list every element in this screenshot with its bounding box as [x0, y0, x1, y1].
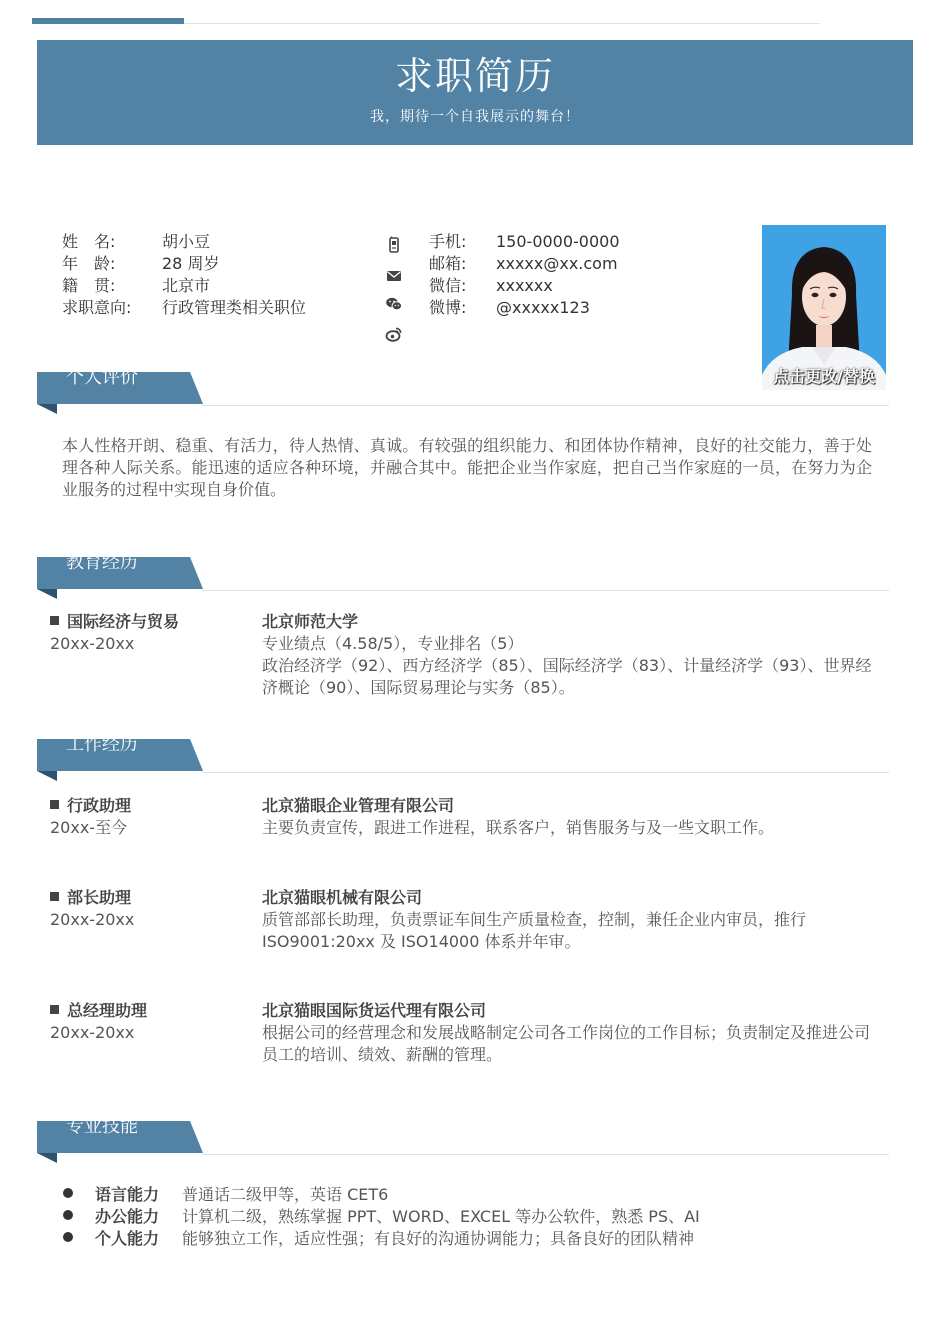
section-divider	[202, 1154, 889, 1155]
work-position	[50, 795, 131, 817]
section-header-profile	[37, 367, 889, 414]
work-company: 北京猫眼国际货运代理有限公司	[262, 1001, 487, 1020]
skill-desc: 计算机二级，熟练掌握 PPT、WORD、EXCEL 等办公软件，熟悉 PS、AI	[182, 1207, 700, 1226]
work-company: 北京猫眼机械有限公司	[262, 888, 423, 907]
contact-label: 微信:	[429, 276, 467, 295]
contact-value[interactable]: xxxxx@xx.com	[496, 254, 618, 273]
page-subtitle: 我，期待一个自我展示的舞台！	[370, 109, 580, 125]
mail-icon	[385, 267, 403, 285]
contact-value[interactable]: 150-0000-0000	[496, 232, 620, 251]
info-age	[62, 253, 219, 275]
bullet-square	[50, 800, 59, 809]
top-divider	[184, 23, 820, 24]
skill-name: 个人能力	[95, 1229, 160, 1248]
work-description: 质管部部长助理，负责票证车间生产质量检查，控制，兼任企业内审员，推行ISO9001:20xx 及 ISO14000 体系并年审。	[262, 910, 807, 951]
work-position	[50, 1000, 147, 1022]
section-tab	[37, 734, 203, 771]
info-value[interactable]: 28 周岁	[162, 254, 220, 273]
info-value[interactable]: 胡小豆	[162, 232, 211, 251]
education-detail-gpa: 专业绩点（4.58/5），专业排名（5）	[262, 634, 524, 653]
contact-label: 微博:	[429, 298, 467, 317]
bullet-dot	[63, 1232, 73, 1242]
section-title: 专业技能	[66, 1116, 138, 1137]
phone-icon	[385, 236, 403, 254]
section-tab	[37, 1116, 203, 1153]
education-date: 20xx-20xx	[50, 634, 135, 653]
work-date: 20xx-20xx	[50, 910, 135, 929]
bullet-dot	[63, 1188, 73, 1198]
work-company: 北京猫眼企业管理有限公司	[262, 796, 455, 815]
bullet-square	[50, 616, 59, 625]
contact-email	[429, 253, 618, 275]
info-objective	[62, 297, 306, 319]
contact-value[interactable]: @xxxxx123	[496, 298, 590, 317]
skill-name: 语言能力	[95, 1185, 160, 1204]
info-label: 籍 贯:	[62, 276, 116, 295]
work-date: 20xx-20xx	[50, 1023, 135, 1042]
skill-item	[63, 1228, 694, 1250]
education-major-text: 国际经济与贸易	[67, 612, 180, 631]
weibo-icon	[385, 325, 403, 343]
info-value[interactable]: 行政管理类相关职位	[162, 298, 307, 317]
skill-item	[63, 1184, 388, 1206]
skill-desc: 能够独立工作，适应性强；有良好的沟通协调能力；具备良好的团队精神	[182, 1229, 695, 1248]
top-accent-tab	[32, 18, 184, 24]
work-position-text: 部长助理	[67, 888, 132, 907]
skill-item	[63, 1206, 700, 1228]
work-position	[50, 887, 131, 909]
skill-name: 办公能力	[95, 1207, 160, 1226]
contact-weibo	[429, 297, 590, 319]
bullet-square	[50, 1005, 59, 1014]
section-header-work	[37, 734, 889, 781]
info-label: 求职意向:	[62, 298, 132, 317]
skill-desc: 普通话二级甲等，英语 CET6	[182, 1185, 389, 1204]
photo-replace-caption[interactable]: 点击更改/替换	[773, 367, 875, 386]
page-title: 求职简历	[394, 54, 555, 98]
work-date: 20xx-至今	[50, 818, 128, 837]
header-banner	[37, 40, 913, 145]
work-position-text: 行政助理	[67, 796, 132, 815]
section-header-education	[37, 552, 889, 599]
profile-text: 本人性格开朗、稳重、有活力，待人热情、真诚。有较强的组织能力、和团体协作精神，良好的社交能力，善于处理各种人际关系。能迅速的适应各种环境，并融合其中。能把企业当作家庭，把自己当作家庭的一员，在努力为企业服务的过程中实现自身价值。	[62, 436, 872, 499]
wechat-icon	[385, 295, 403, 313]
education-school: 北京师范大学	[262, 612, 359, 631]
section-tab	[37, 367, 203, 404]
section-tab	[37, 552, 203, 589]
bullet-dot	[63, 1210, 73, 1220]
info-name	[62, 231, 210, 253]
section-divider	[202, 405, 889, 406]
info-label: 姓 名:	[62, 232, 116, 251]
section-divider	[202, 772, 889, 773]
contact-phone	[429, 231, 620, 253]
section-header-skills	[37, 1116, 889, 1163]
bullet-square	[50, 892, 59, 901]
work-description: 主要负责宣传，跟进工作进程，联系客户，销售服务与及一些文职工作。	[262, 818, 775, 837]
profile-photo[interactable]	[762, 225, 886, 390]
education-detail-courses: 政治经济学（92）、西方经济学（85）、国际经济学（83）、计量经济学（93）、世界经济概论（90）、国际贸易理论与实务（85）。	[262, 656, 872, 697]
work-position-text: 总经理助理	[67, 1001, 148, 1020]
work-description: 根据公司的经营理念和发展战略制定公司各工作岗位的工作目标；负责制定及推进公司员工的培训、绩效、薪酬的管理。	[262, 1023, 871, 1064]
info-label: 年 龄:	[62, 254, 116, 273]
section-title: 工作经历	[66, 734, 138, 755]
info-hometown	[62, 275, 210, 297]
section-divider	[202, 590, 889, 591]
contact-label: 邮箱:	[429, 254, 467, 273]
contact-value[interactable]: xxxxxx	[496, 276, 553, 295]
section-title: 教育经历	[66, 552, 138, 573]
section-title: 个人评价	[66, 367, 138, 388]
contact-wechat	[429, 275, 553, 297]
info-value[interactable]: 北京市	[162, 276, 211, 295]
education-major	[50, 611, 179, 633]
contact-label: 手机:	[429, 232, 467, 251]
